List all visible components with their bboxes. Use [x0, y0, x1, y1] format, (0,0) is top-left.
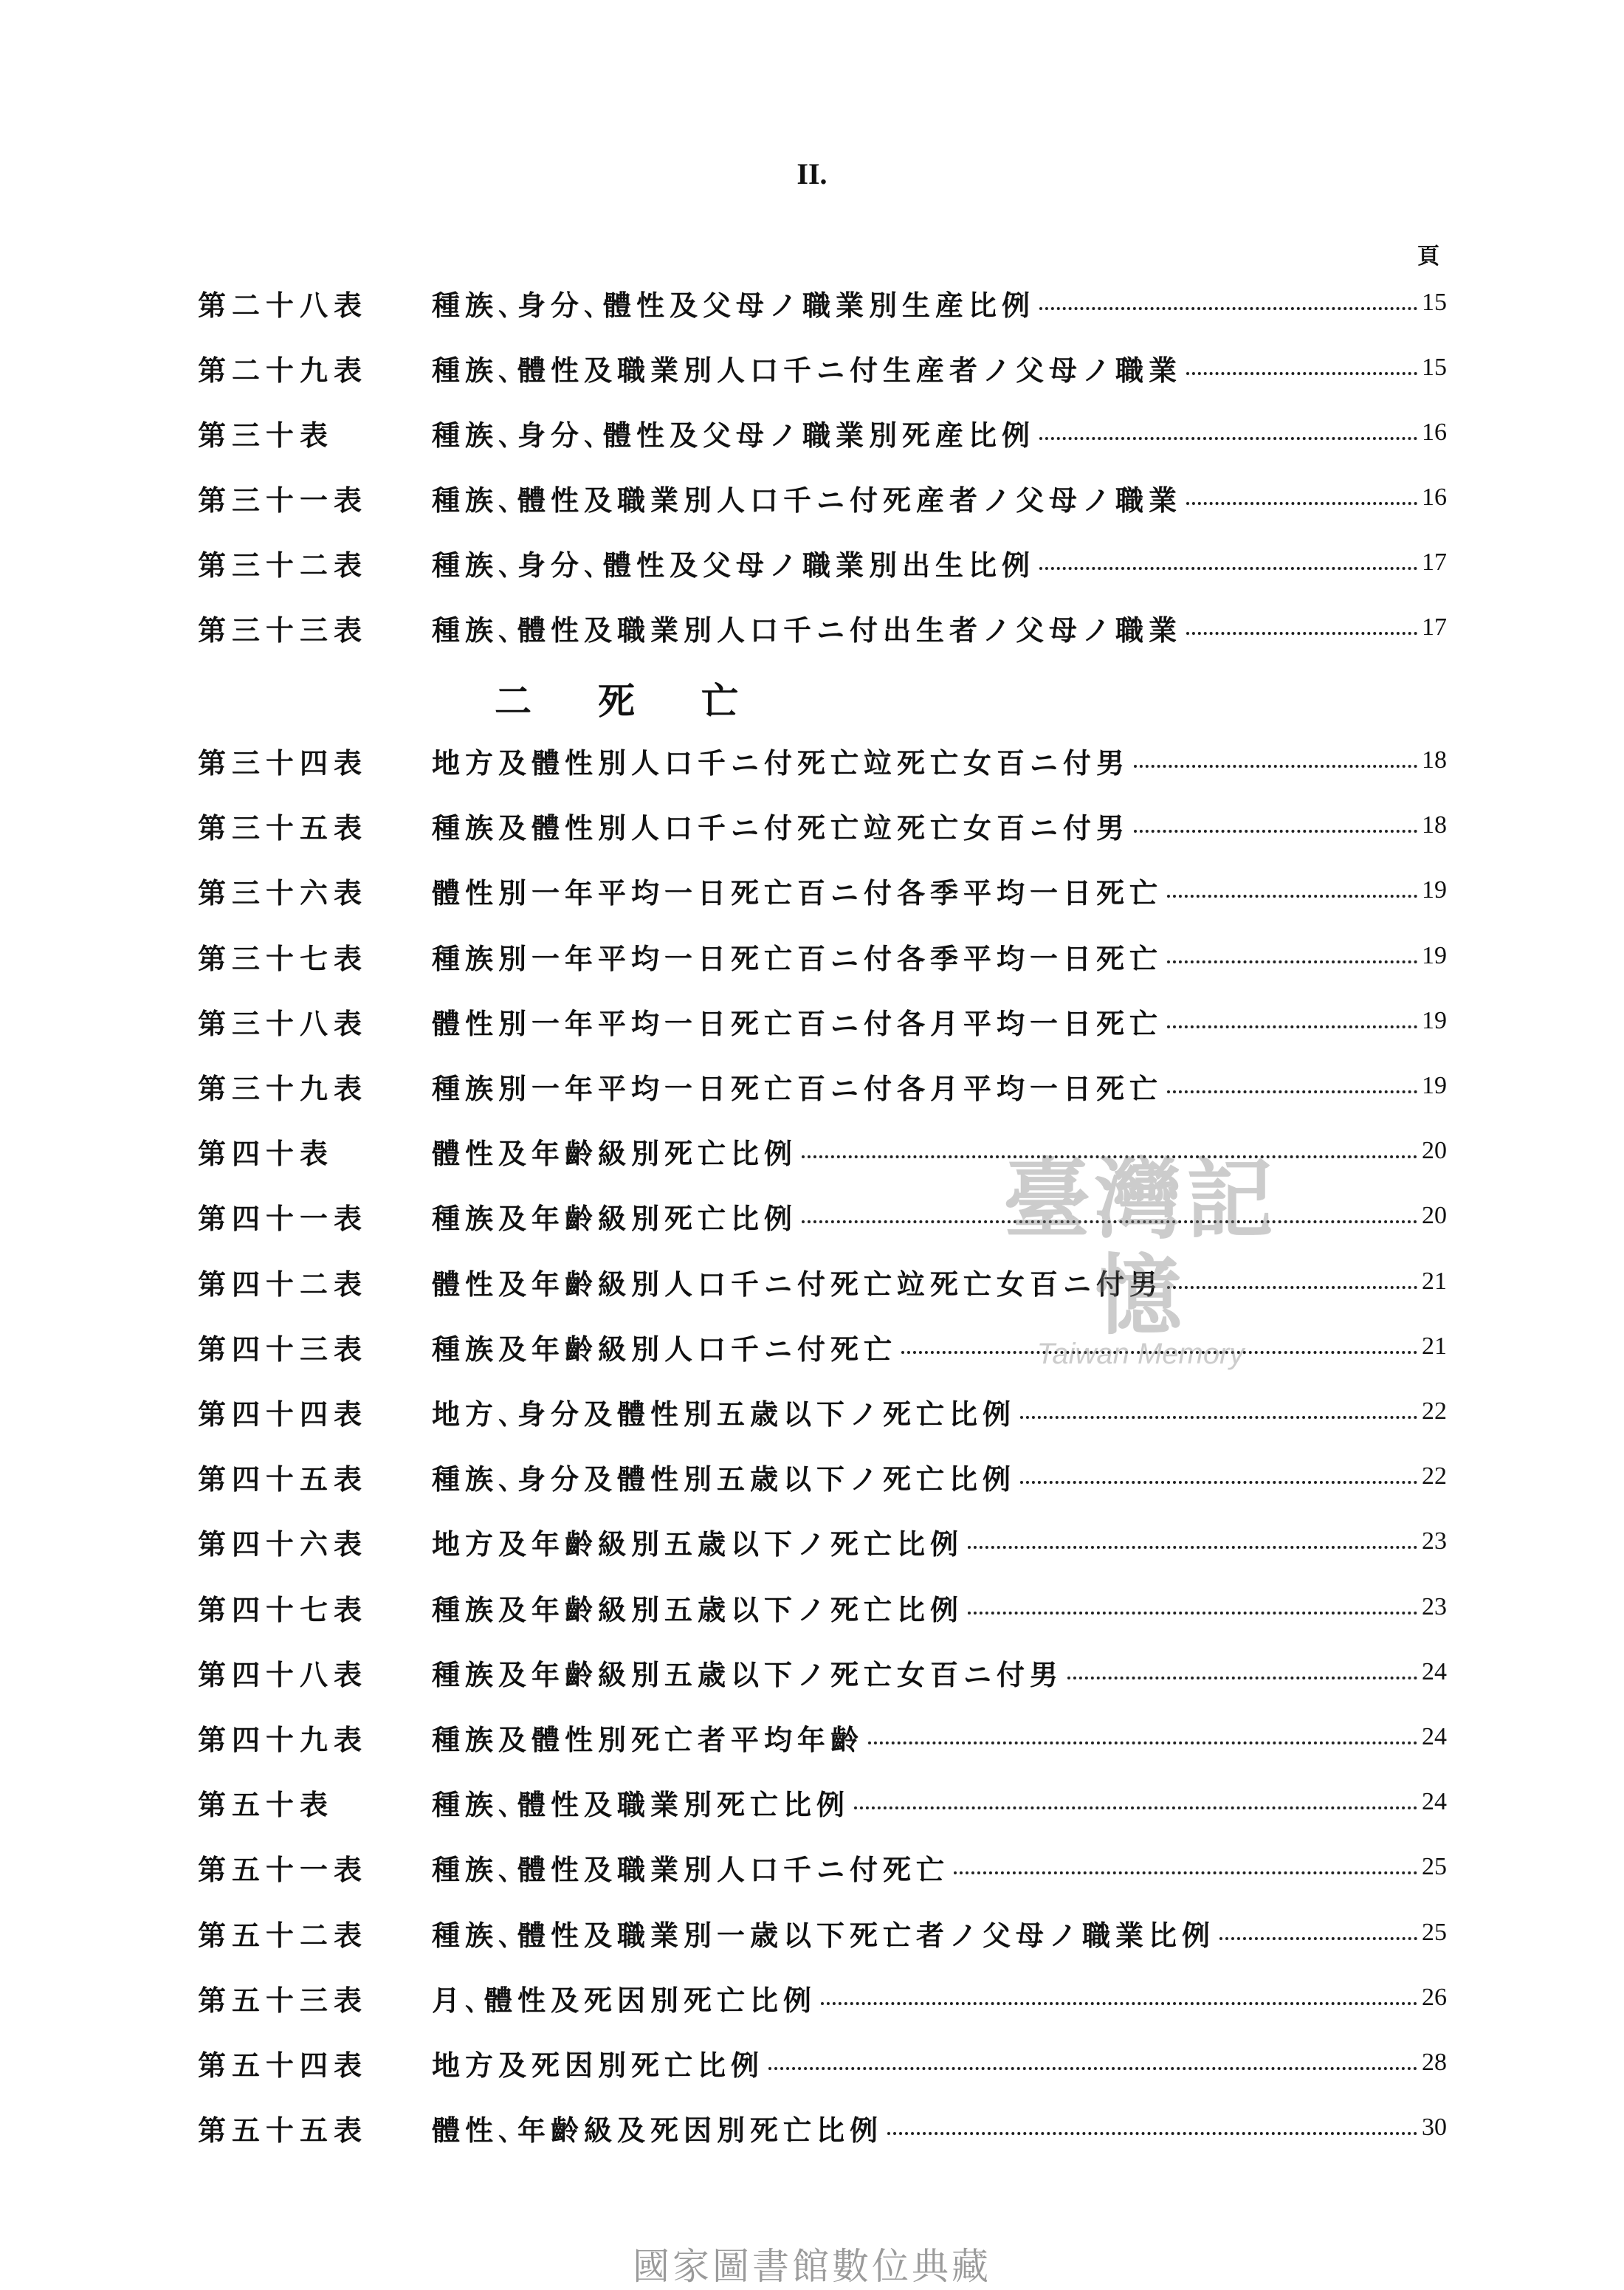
toc-entry: [198, 1324, 1447, 1369]
toc-entry-number: 第四十六表: [198, 1527, 368, 1561]
toc-entry-title: 地方及年齡級別五歳以下ノ死亡比例: [432, 1527, 964, 1561]
toc-entry-number: 第三十四表: [198, 746, 368, 780]
toc-entry: [198, 410, 1447, 455]
toc-entry-title: 體性､年齡級及死因別死亡比例: [432, 2113, 884, 2147]
toc-entry-title: 月､體性及死因別死亡比例: [432, 1983, 817, 2017]
toc-leader-dots: [1067, 1677, 1417, 1679]
toc-entry-number: 第五十三表: [198, 1983, 368, 2017]
toc-entry-title: 種族､體性及職業別一歳以下死亡者ノ父母ノ職業比例: [432, 1918, 1216, 1952]
page-number: II.: [796, 157, 828, 190]
toc-entry-page: 17: [1422, 549, 1447, 576]
toc-entry: [198, 1650, 1447, 1694]
toc-entry: [198, 999, 1447, 1043]
toc-entry-number: 第五十一表: [198, 1852, 368, 1886]
toc-entry-title: 種族､體性及職業別人口千ニ付死亡: [432, 1852, 950, 1886]
toc-entry: [198, 738, 1447, 783]
toc-entry-title: 種族､體性及職業別人口千ニ付出生者ノ父母ノ職業: [432, 613, 1183, 647]
toc-entry-page: 24: [1422, 1723, 1447, 1750]
toc-leader-dots: [1039, 437, 1417, 440]
toc-leader-dots: [1020, 1481, 1417, 1484]
toc-entry-title: 種族及體性別人口千ニ付死亡竝死亡女百ニ付男: [432, 811, 1130, 845]
toc-entry-page: 24: [1422, 1788, 1447, 1815]
toc-entry-number: 第四十二表: [198, 1267, 368, 1301]
toc-leader-dots: [868, 1741, 1417, 1744]
toc-leader-dots: [1167, 960, 1417, 963]
toc-entry: [198, 345, 1447, 390]
watermark-sub-text: Taiwan Memory: [1036, 1337, 1245, 1370]
toc-entry-number: 第三十一表: [198, 483, 368, 517]
toc-entry-title: 種族､體性及職業別人口千ニ付生産者ノ父母ノ職業: [432, 353, 1183, 387]
toc-leader-dots: [802, 1155, 1417, 1158]
toc-entry-number: 第四十三表: [198, 1332, 368, 1366]
toc-entry-number: 第三十八表: [198, 1006, 368, 1040]
toc-entry-title: 體性別一年平均一日死亡百ニ付各季平均一日死亡: [432, 876, 1163, 910]
toc-entry-title: 種族及年齡級別五歳以下ノ死亡比例: [432, 1592, 964, 1626]
toc-leader-dots: [1134, 765, 1417, 768]
toc-entry-number: 第三十七表: [198, 941, 368, 975]
toc-entry: [198, 540, 1447, 585]
toc-entry-number: 第二十八表: [198, 288, 368, 322]
toc-entry-title: 種族､體性及職業別人口千ニ付死産者ノ父母ノ職業: [432, 483, 1183, 517]
toc-leader-dots: [1020, 1416, 1417, 1419]
toc-leader-dots: [968, 1612, 1417, 1615]
toc-entry-number: 第五十五表: [198, 2113, 368, 2147]
toc-entry-page: 21: [1422, 1268, 1447, 1295]
toc-entry-title: 種族別一年平均一日死亡百ニ付各季平均一日死亡: [432, 941, 1163, 975]
toc-entry-page: 17: [1422, 613, 1447, 641]
toc-entry-title: 體性及年齡級別人口千ニ付死亡竝死亡女百ニ付男: [432, 1267, 1163, 1301]
toc-leader-dots: [1134, 830, 1417, 833]
toc-entry-page: 24: [1422, 1658, 1447, 1685]
toc-entry: [198, 1976, 1447, 2020]
toc-entry-title: 種族､身分､體性及父母ノ職業別出生比例: [432, 548, 1036, 582]
toc-entry-number: 第四十五表: [198, 1462, 368, 1496]
toc-entry-page: 19: [1422, 942, 1447, 969]
toc-entry-page: 22: [1422, 1397, 1447, 1425]
toc-entry-number: 第四十九表: [198, 1722, 368, 1756]
toc-entry-number: 第三十六表: [198, 876, 368, 910]
toc-entry-number: 第三十三表: [198, 613, 368, 647]
toc-entry: [198, 1389, 1447, 1434]
toc-entry-page: 23: [1422, 1593, 1447, 1620]
toc-entry: [198, 2105, 1447, 2150]
toc-entry-title: 體性別一年平均一日死亡百ニ付各月平均一日死亡: [432, 1006, 1163, 1040]
toc-entry-title: 地方及體性別人口千ニ付死亡竝死亡女百ニ付男: [432, 746, 1130, 780]
toc-entry-title: 種族､身分､體性及父母ノ職業別生産比例: [432, 288, 1036, 322]
toc-entry-page: 18: [1422, 811, 1447, 839]
toc-leader-dots: [887, 2132, 1417, 2135]
toc-entry-title: 種族､體性及職業別死亡比例: [432, 1787, 850, 1821]
toc-entry-page: 15: [1422, 354, 1447, 381]
toc-entry-title: 地方､身分及體性別五歳以下ノ死亡比例: [432, 1397, 1016, 1431]
toc-entry-number: 第四十八表: [198, 1657, 368, 1691]
toc-entry: [198, 1259, 1447, 1304]
toc-entry: [198, 1129, 1447, 1173]
toc-entry-title: 種族別一年平均一日死亡百ニ付各月平均一日死亡: [432, 1071, 1163, 1105]
toc-entry-number: 第五十表: [198, 1787, 334, 1821]
toc-leader-dots: [1167, 1286, 1417, 1289]
toc-entry-page: 21: [1422, 1333, 1447, 1360]
toc-entry-page: 26: [1422, 1984, 1447, 2011]
toc-entry: [198, 1911, 1447, 1955]
toc-entry-title: 種族及年齡級別人口千ニ付死亡: [432, 1332, 898, 1366]
toc-leader-dots: [954, 1871, 1417, 1874]
toc-entry-page: 16: [1422, 419, 1447, 446]
toc-entry-number: 第四十七表: [198, 1592, 368, 1626]
toc-entry: [198, 1585, 1447, 1629]
toc-leader-dots: [1186, 372, 1417, 375]
toc-entry: [198, 1519, 1447, 1564]
toc-entry: [198, 1715, 1447, 1759]
toc-leader-dots: [821, 2002, 1417, 2005]
toc-entry-page: 19: [1422, 876, 1447, 904]
toc-leader-dots: [1039, 307, 1417, 310]
toc-entry-number: 第五十二表: [198, 1918, 368, 1952]
toc-entry-number: 第四十四表: [198, 1397, 368, 1431]
toc-entry-number: 第四十一表: [198, 1201, 368, 1235]
section-title: 二死亡: [495, 679, 805, 723]
toc-entry-page: 20: [1422, 1137, 1447, 1164]
toc-entry-page: 25: [1422, 1853, 1447, 1880]
toc-entry: [198, 868, 1447, 912]
toc-entry-title: 種族及年齡級別五歳以下ノ死亡女百ニ付男: [432, 1657, 1064, 1691]
toc-entry: [198, 475, 1447, 520]
toc-entry-number: 第三十五表: [198, 811, 368, 845]
toc-entry: [198, 1064, 1447, 1108]
toc-entry-title: 體性及年齡級別死亡比例: [432, 1136, 798, 1170]
toc-leader-dots: [1167, 1090, 1417, 1093]
toc-leader-dots: [854, 1806, 1417, 1809]
toc-entry-page: 25: [1422, 1919, 1447, 1946]
toc-leader-dots: [1186, 632, 1417, 635]
toc-entry-page: 15: [1422, 289, 1447, 316]
toc-entry: [198, 1454, 1447, 1499]
toc-entry-page: 18: [1422, 746, 1447, 774]
watermark-main-text: 臺灣記憶: [1002, 1148, 1278, 1347]
toc-entry-number: 第三十九表: [198, 1071, 368, 1105]
toc-leader-dots: [768, 2067, 1417, 2070]
toc-entry: [198, 934, 1447, 978]
toc-entry-page: 20: [1422, 1202, 1447, 1229]
toc-entry: [198, 1845, 1447, 1889]
toc-leader-dots: [1167, 1025, 1417, 1028]
toc-entry-title: 種族､身分､體性及父母ノ職業別死産比例: [432, 418, 1036, 452]
toc-leader-dots: [1039, 567, 1417, 570]
toc-entry-title: 種族及年齡級別死亡比例: [432, 1201, 798, 1235]
toc-leader-dots: [1167, 895, 1417, 898]
toc-entry: [198, 281, 1447, 325]
toc-leader-dots: [901, 1351, 1417, 1354]
toc-entry-page: 28: [1422, 2049, 1447, 2076]
toc-entry: [198, 605, 1447, 650]
toc-entry-number: 第五十四表: [198, 2048, 368, 2082]
toc-entry: [198, 1780, 1447, 1824]
toc-entry-page: 19: [1422, 1072, 1447, 1099]
toc-entry-title: 地方及死因別死亡比例: [432, 2048, 765, 2082]
toc-entry: [198, 1194, 1447, 1238]
toc-entry-title: 種族､身分及體性別五歳以下ノ死亡比例: [432, 1462, 1016, 1496]
toc-entry-number: 第三十二表: [198, 548, 368, 582]
toc-leader-dots: [968, 1546, 1417, 1549]
toc-entry-number: 第四十表: [198, 1136, 334, 1170]
toc-entry-page: 16: [1422, 484, 1447, 511]
toc-entry-page: 30: [1422, 2114, 1447, 2141]
toc-entry-page: 22: [1422, 1462, 1447, 1490]
toc-entry-number: 第二十九表: [198, 353, 368, 387]
toc-leader-dots: [1186, 502, 1417, 505]
toc-entry: [198, 803, 1447, 847]
toc-entry: [198, 2040, 1447, 2085]
toc-leader-dots: [802, 1220, 1417, 1223]
toc-entry-page: 19: [1422, 1007, 1447, 1034]
toc-entry-page: 23: [1422, 1527, 1447, 1555]
footer-collection-label: 國家圖書館數位典藏: [633, 2245, 991, 2288]
toc-entry-title: 種族及體性別死亡者平均年齡: [432, 1722, 864, 1756]
toc-entry-number: 第三十表: [198, 418, 334, 452]
page-column-label: 頁: [1417, 244, 1439, 269]
toc-leader-dots: [1219, 1937, 1417, 1940]
